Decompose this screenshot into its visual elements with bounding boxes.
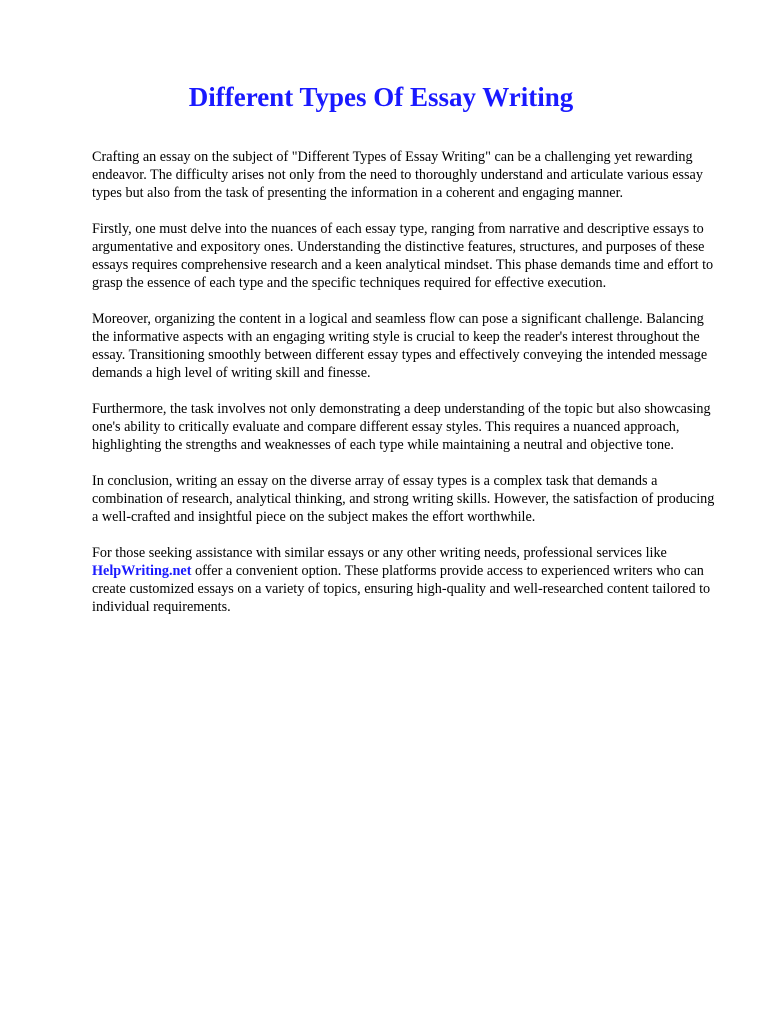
paragraph-intro: Crafting an essay on the subject of "Different Types of Essay Writing" can be a challenging yet rewarding endeavor. The difficulty arises not only from the need to thoroughly understand and articulate various essay types but also from the task of presenting the information in a coherent and engaging manner. [92,149,703,201]
paragraph-furthermore: Furthermore, the task involves not only demonstrating a deep understanding of the topic but also showcasing one's ability to critically evaluate and compare different essay styles. This requires a nuanced approach, highlighting the strengths and weaknesses of each type while maintaining a neutral and objective tone. [92,401,711,453]
paragraph-moreover: Moreover, organizing the content in a logical and seamless flow can pose a significant challenge. Balancing the informative aspects with an engaging writing style is crucial to keep the reader's interest throughout the essay. Transitioning smoothly between different essay types and effectively conveying the intended message demands a high level of writing skill and finesse. [92,311,708,381]
paragraph-services [92,544,718,616]
page-title: Different Types Of Essay Writing [188,82,574,112]
helpwriting-link[interactable]: HelpWriting.net [92,563,192,579]
paragraph-conclusion: In conclusion, writing an essay on the diverse array of essay types is a complex task that demands a combination of research, analytical thinking, and strong writing skills. However, the satisfaction of producing a well-crafted and insightful piece on the subject makes the effort worthwhile. [92,473,715,525]
services-text-after-link: offer a convenient option. These platforms provide access to experienced writers who can create customized essays on a variety of topics, ensuring high-quality and well-researched content tailored to individual requirements. [92,563,711,615]
services-text-before-link: For those seeking assistance with similar essays or any other writing needs, professional services like [92,545,667,561]
paragraph-firstly: Firstly, one must delve into the nuances of each essay type, ranging from narrative and descriptive essays to argumentative and expository ones. Understanding the distinctive features, structures, and purposes of these essays requires comprehensive research and a keen analytical mindset. This phase demands time and effort to grasp the essence of each type and the specific techniques required for effective execution. [92,221,714,291]
